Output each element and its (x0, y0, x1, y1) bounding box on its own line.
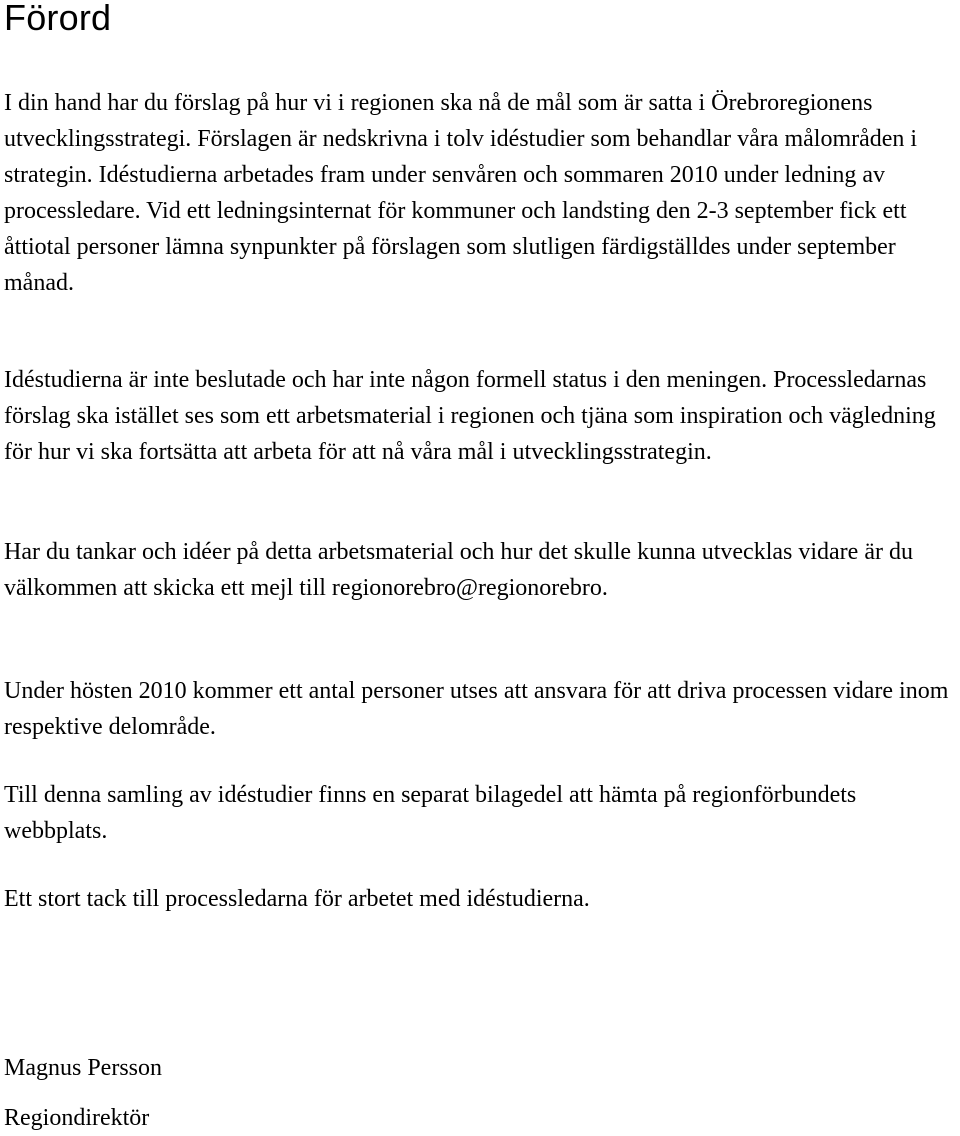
paragraph-autumn: Under hösten 2010 kommer ett antal personer utses att ansvara för att driva processen vidare inom respektive delområde. (4, 678, 949, 740)
paragraph-feedback: Har du tankar och idéer på detta arbetsmaterial och hur det skulle kunna utvecklas vidare är du välkommen att skicka ett mejl till regionorebro@regionorebro. (4, 539, 913, 601)
paragraph-status: Idéstudierna är inte beslutade och har inte någon formell status i den meningen. Processledarnas förslag ska istället ses som ett arbetsmaterial i regionen och tjäna som inspiration och vägledning för hur vi ska fortsätta att arbeta för att nå våra mål i utvecklingsstrategin. (4, 367, 936, 465)
paragraph-thanks: Ett stort tack till processledarna för arbetet med idéstudierna. (4, 886, 590, 912)
signature-role: Regiondirektör (4, 1105, 150, 1131)
paragraph-appendix: Till denna samling av idéstudier finns en separat bilagedel att hämta på regionförbundets webbplats. (4, 782, 857, 844)
paragraph-intro: I din hand har du förslag på hur vi i regionen ska nå de mål som är satta i Örebroregionens utvecklingsstrategi. Förslagen är nedskrivna i tolv idéstudier som behandlar våra målområden i strategin. Idéstudierna arbetades fram under senvåren och sommaren 2010 under ledning av processledare. Vid ett ledningsinternat för kommuner och landsting den 2-3 september fick ett åttiotal personer lämna synpunkter på förslagen som slutligen färdigställdes under september månad. (4, 90, 918, 296)
signature-name: Magnus Persson (4, 1055, 163, 1081)
title-container (4, 0, 111, 38)
page-title: Förord (4, 0, 112, 38)
